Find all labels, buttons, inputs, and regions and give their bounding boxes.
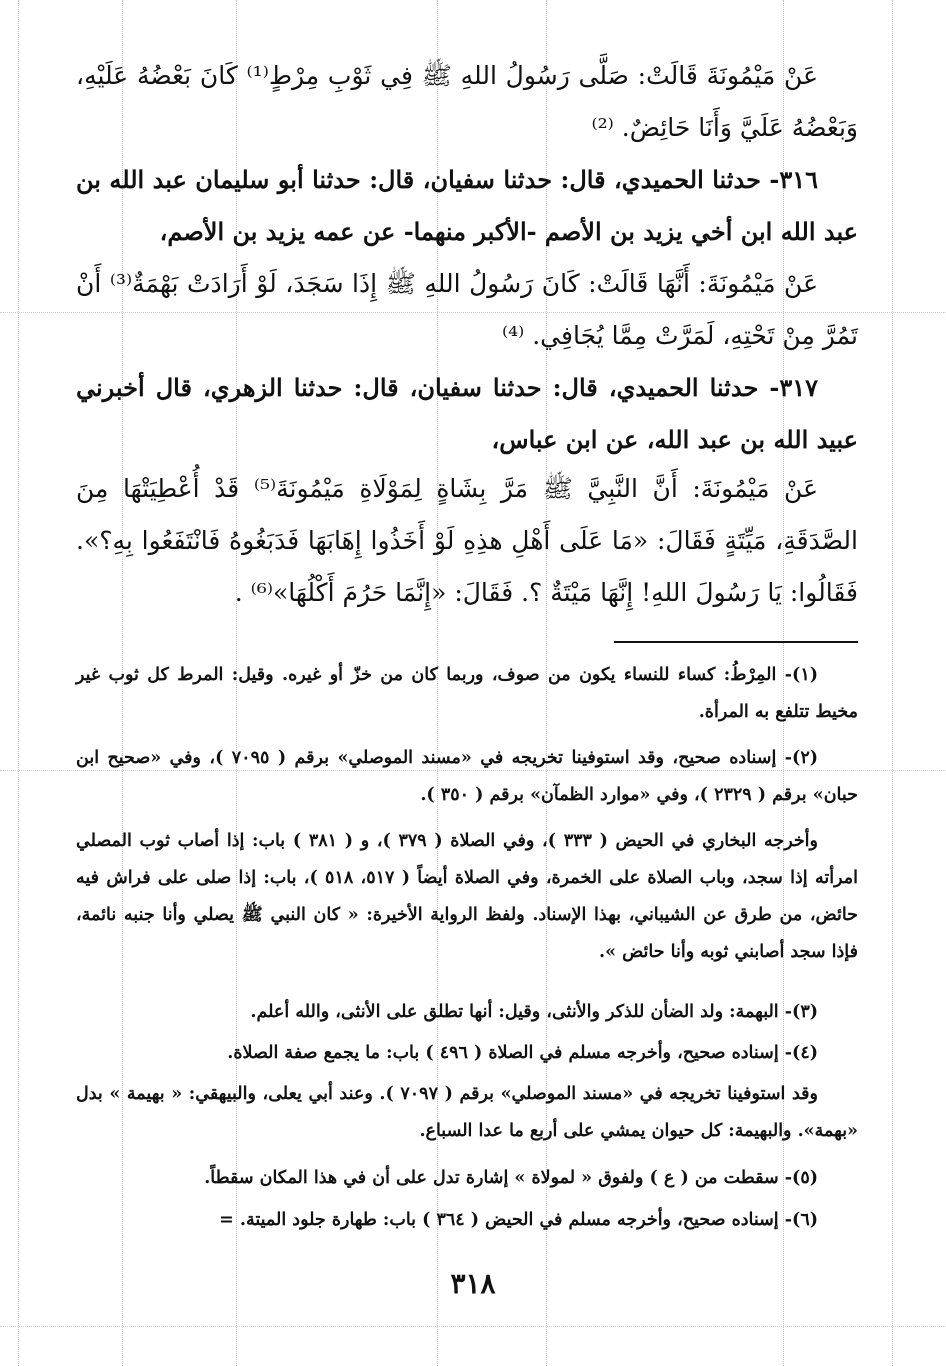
hadith-maymuna-2: عَنْ مَيْمُونَةَ: أَنَّهَا قَالَتْ: كَانَ رَسُولُ اللهِ ﷺ إِذَا سَجَدَ، لَوْ أَرَادَتْ بَهْمَةٌ⁽³⁾ أَنْ تَمُرَّ مِنْ تَحْتِهِ، لَمَرَّتْ مِمَّا يُجَافِي. ⁽⁴⁾ (76, 269, 858, 350)
footnote-2: (٢)- إسناده صحيح، وقد استوفينا تخريجه في «مسند الموصلي» برقم ( ٧٠٩٥ )، وفي «صحيح ابن حبان» برقم ( ٢٣٢٩ )، وفي «موارد الظمآن» برقم ( ٣٥٠ ). (76, 748, 858, 805)
footnote-6: (٦)- إسناده صحيح، وأخرجه مسلم في الحيض ( ٣٦٤ ) باب: طهارة جلود الميتة. = (219, 1210, 818, 1230)
scan-dotted-line (0, 1326, 946, 1327)
footnote-5: (٥)- سقطت من ( ع ) ولفوق « لمولاة » إشارة تدل على أن في هذا المكان سقطاً. (204, 1168, 818, 1188)
footnote-3: (٣)- البهمة: ولد الضأن للذكر والأنثى، وقيل: أنها تطلق على الأنثى، والله أعلم. (250, 1002, 818, 1022)
footnote-4-continuation: وقد استوفينا تخريجه في «مسند الموصلي» برقم ( ٧٠٩٧ ). وعند أبي يعلى، والبيهقي: « بهيمة » بدل «بهمة». والبهيمة: كل حيوان يمشي على أربع ما عدا السباع. (76, 1084, 858, 1141)
footnote-2-continuation: وأخرجه البخاري في الحيض ( ٣٣٣ )، وفي الصلاة ( ٣٧٩ )، و ( ٣٨١ ) باب: إذا أصاب ثوب المصلي امرأته إذا سجد، وباب الصلاة على الخمرة، وفي الصلاة أيضاً ( ٥١٧، ٥١٨ )، باب: إذا صلى على فراش فيه حائض، من طرق عن الشيباني، بهذا الإسناد. ولفظ الرواية الأخيرة: « كان النبي ﷺ يصلي وأنا جنبه نائمة، فإذا سجد أصابني ثوبه وأنا حائض ». (76, 831, 858, 962)
isnad-316: ٣١٦- حدثنا الحميدي، قال: حدثنا سفيان، قال: حدثنا أبو سليمان عبد الله بن عبد الله ابن أخي يزيد بن الأصم -الأكبر منهما- عن عمه يزيد بن الأصم، (76, 165, 858, 246)
page-number: ٣١٨ (450, 1267, 496, 1300)
hadith-maymuna-1: عَنْ مَيْمُونَةَ قَالَتْ: صَلَّى رَسُولُ اللهِ ﷺ فِي ثَوْبِ مِرْطٍ⁽¹⁾ كَانَ بَعْضُهُ عَلَيْهِ، وَبَعْضُهُ عَلَيَّ وَأَنَا حَائِضٌ. ⁽²⁾ (76, 61, 858, 142)
scan-dotted-line (18, 0, 19, 1366)
scan-dotted-line (892, 0, 893, 1366)
footnote-separator (614, 641, 858, 643)
footnote-4: (٤)- إسناده صحيح، وأخرجه مسلم في الصلاة ( ٤٩٦ ) باب: ما يجمع صفة الصلاة. (227, 1043, 818, 1063)
hadith-maymuna-3: عَنْ مَيْمُونَةَ: أَنَّ النَّبِيَّ ﷺ مَرَّ بِشَاةٍ لِمَوْلَاةِ مَيْمُونَةَ⁽⁵⁾ قَدْ أُعْطِيَتْهَا مِنَ الصَّدَقَةِ، مَيِّتَةٍ فَقَالَ: «مَا عَلَى أَهْلِ هذِهِ لَوْ أَخَذُوا إِهَابَهَا فَدَبَغُوهُ فَانْتَفَعُوا بِهِ؟». فَقَالُوا: يَا رَسُولَ اللهِ! إِنَّهَا مَيْتَةٌ ؟. فَقَالَ: «إِنَّمَا حَرُمَ أَكْلُهَا»⁽⁶⁾ . (76, 474, 858, 607)
footnote-1: (١)- المِرْطُ: كساء للنساء يكون من صوف، وربما كان من خزّ أو غيره. وقيل: المرط كل ثوب غير مخيط تتلفع به المرأة. (76, 665, 858, 722)
isnad-317: ٣١٧- حدثنا الحميدي، قال: حدثنا سفيان، قال: حدثنا الزهري، قال أخبرني عبيد الله بن عبد الله، عن ابن عباس، (76, 373, 858, 454)
